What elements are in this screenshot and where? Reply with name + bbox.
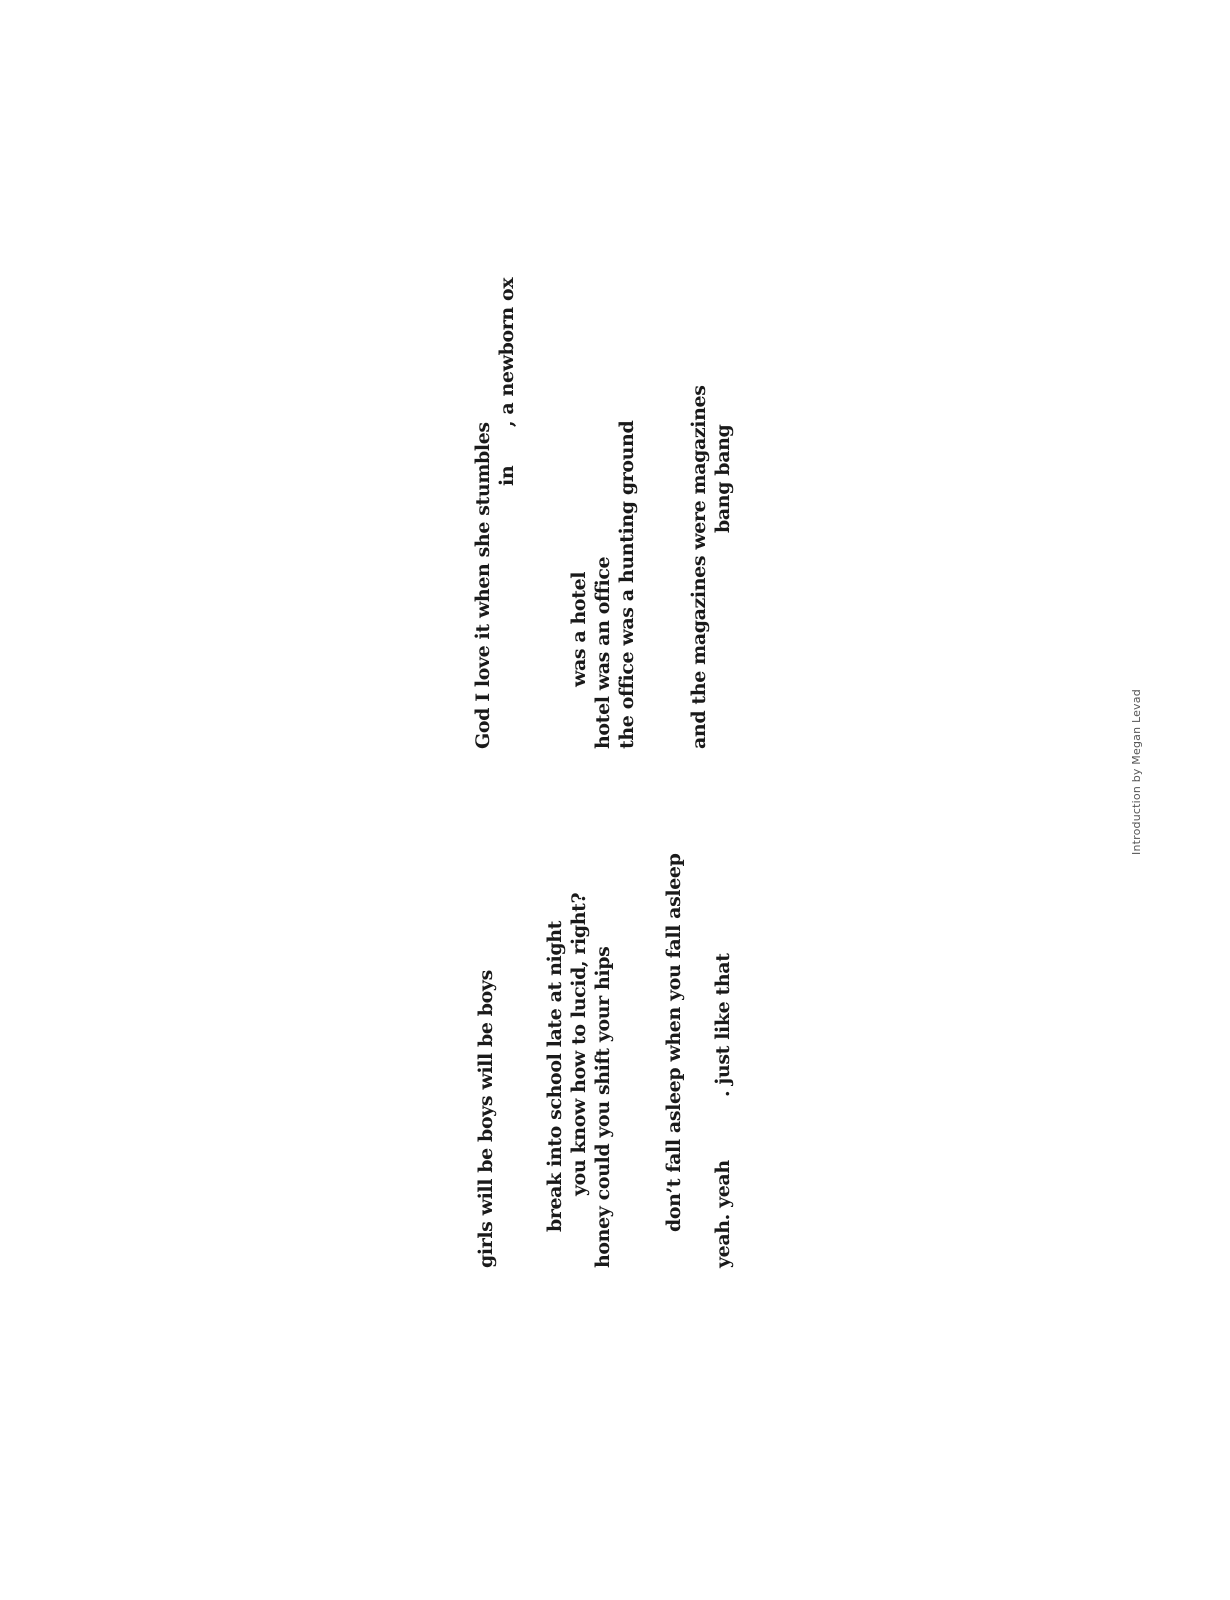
poem-line-newborn-ox: , a newborn ox [496,277,518,427]
poem-line-god-i-love-it: God I love it when she stumbles [472,422,494,749]
poem-line-girls-will-be-boys: girls will be boys will be boys [475,970,497,1268]
poem-line-in: in [496,465,518,486]
poem-line-just-like-that: . just like that [712,953,734,1097]
poem-line-shift-your-hips: honey could you shift your hips [592,946,614,1268]
footer-credit: Introduction by Megan Levad [1130,689,1143,855]
poem-line-hotel-was-an-office: hotel was an office [592,556,614,749]
poem-line-was-a-hotel: was a hotel [568,571,590,687]
poem-line-hunting-ground: the office was a hunting ground [616,420,638,749]
poem-line-dont-fall-asleep: don’t fall asleep when you fall asleep [663,853,685,1232]
poem-line-bang-bang: bang bang [712,424,734,533]
poem-line-lucid: you know how to lucid, right? [568,892,590,1196]
poem-line-magazines: and the magazines were magazines [688,385,710,749]
poem-line-yeah-yeah: yeah. yeah [712,1160,734,1268]
poem-line-break-into-school: break into school late at night [544,920,566,1232]
